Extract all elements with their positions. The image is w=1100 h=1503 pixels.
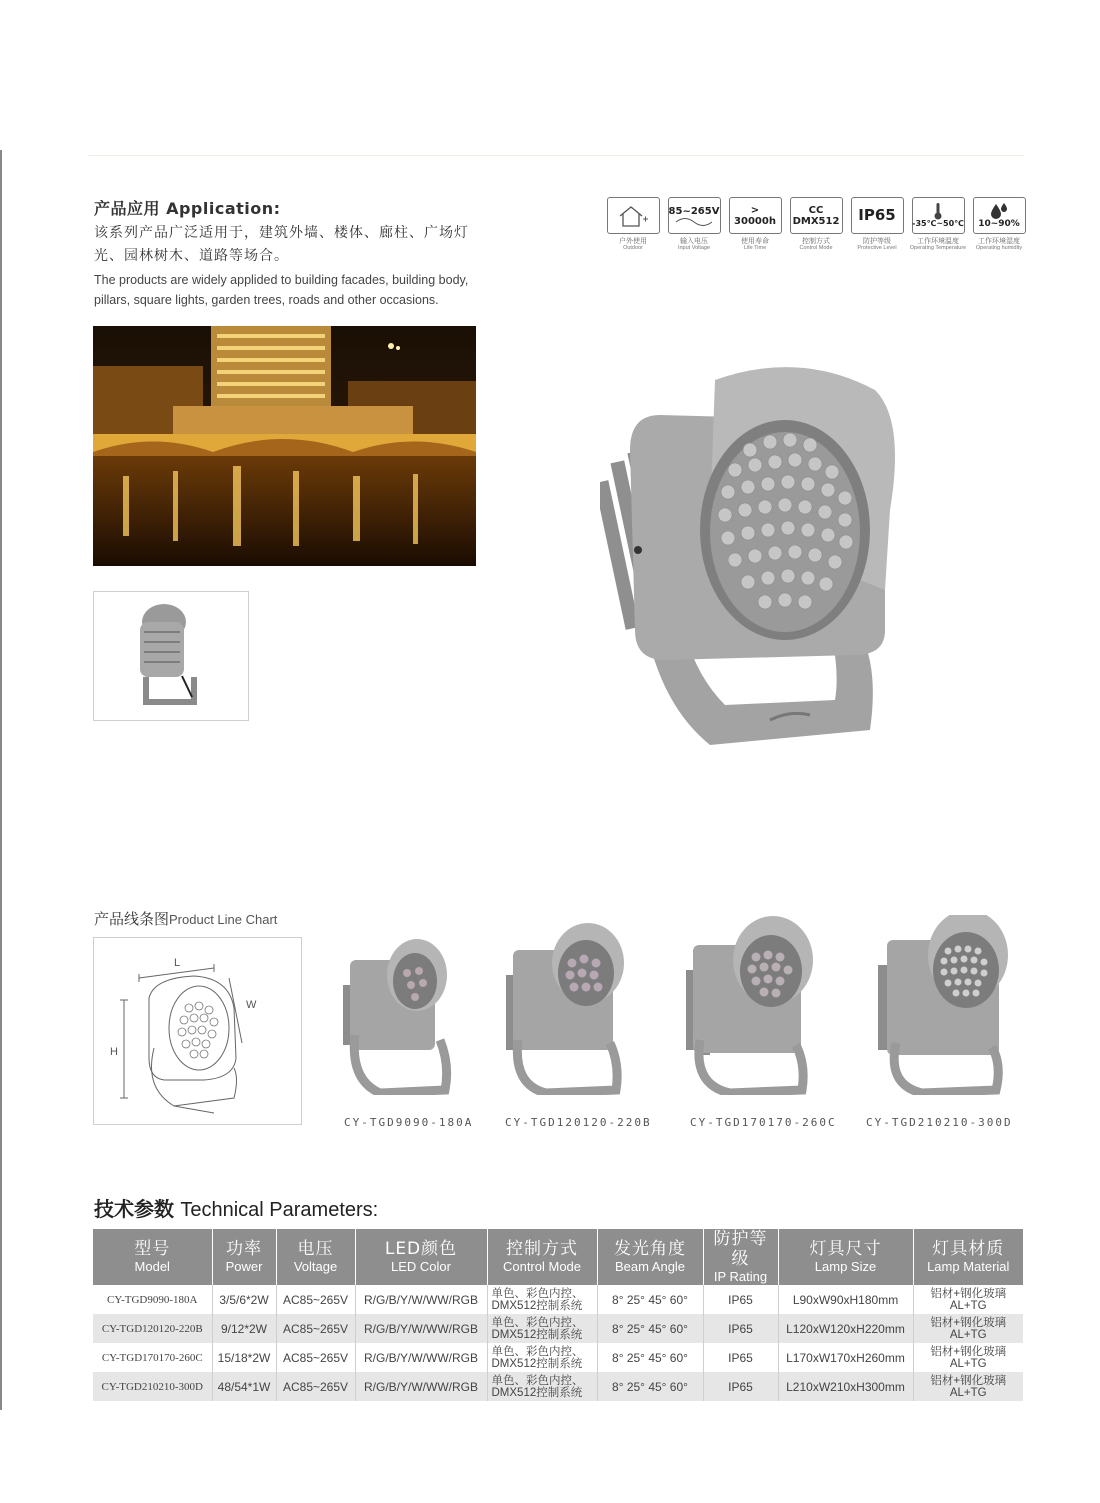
feature-label-cn: 户外使用 xyxy=(619,237,647,245)
feature-label-en: Protective Level xyxy=(857,245,897,251)
cell-ip-rating: IP65 xyxy=(703,1285,778,1314)
ip-rating-icon xyxy=(851,197,904,234)
cell-model: CY-TGD120120-220B xyxy=(93,1314,212,1343)
cell-power: 3/5/6*2W xyxy=(212,1285,276,1314)
table-row xyxy=(93,1314,1023,1343)
cell-led-color: R/G/B/Y/W/WW/RGB xyxy=(355,1314,487,1343)
cell-lamp-size: L120xW120xH220mm xyxy=(778,1314,913,1343)
header-beam-angle: 发光角度 Beam Angle xyxy=(597,1229,703,1285)
header-model: 型号 Model xyxy=(93,1229,212,1285)
variant-image-260c xyxy=(678,915,818,1095)
header-rule xyxy=(88,155,1024,156)
product-line-title-en: Product Line Chart xyxy=(169,912,278,927)
table-header-row xyxy=(93,1229,1023,1285)
variant-label: CY-TGD170170-260C xyxy=(690,1116,837,1129)
feature-icons xyxy=(606,197,1026,252)
cell-ip-rating: IP65 xyxy=(703,1343,778,1372)
hero-product-image xyxy=(600,360,910,760)
cell-lamp-material: 铝材+钢化玻璃 AL+TG xyxy=(913,1314,1023,1343)
feature-value: > 30000h xyxy=(734,204,776,227)
product-line-title-cn: 产品线条图 xyxy=(94,910,170,928)
cell-model: CY-TGD9090-180A xyxy=(93,1285,212,1314)
cell-voltage: AC85~265V xyxy=(276,1314,355,1343)
table-row xyxy=(93,1372,1023,1401)
control-icon xyxy=(790,197,843,234)
cell-control-mode: 单色、彩色内控、DMX512控制系统 xyxy=(487,1343,597,1372)
product-thumbnail xyxy=(93,591,249,721)
feature-label-en: Operating humidity xyxy=(975,245,1023,251)
cell-voltage: AC85~265V xyxy=(276,1343,355,1372)
dim-label-l: L xyxy=(174,957,181,969)
feature-label-cn: 控制方式 xyxy=(802,237,830,245)
feature-label-en: Operating Temperature xyxy=(909,245,967,251)
feature-label-en: Input Voltage xyxy=(677,245,711,251)
cell-voltage: AC85~265V xyxy=(276,1372,355,1401)
tech-params-title xyxy=(94,1193,378,1222)
cell-beam-angle: 8° 25° 45° 60° xyxy=(597,1372,703,1401)
page-edge-rule xyxy=(0,150,2,1410)
cell-lamp-size: L210xW210xH300mm xyxy=(778,1372,913,1401)
cell-lamp-material: 铝材+钢化玻璃 AL+TG xyxy=(930,1345,1007,1370)
cell-model: CY-TGD210210-300D xyxy=(93,1372,212,1401)
feature-label-en: Life Time xyxy=(743,245,767,251)
feature-label-cn: 使用寿命 xyxy=(741,237,769,245)
feature-value: CC DMX512 xyxy=(792,204,840,227)
dimension-drawing xyxy=(93,937,302,1125)
voltage-wave-icon xyxy=(674,217,714,226)
feature-label-cn: 防护等级 xyxy=(863,237,891,245)
cell-lamp-material: 铝材+钢化玻璃 AL+TG xyxy=(930,1287,1007,1312)
feature-ip xyxy=(850,197,904,252)
cell-ip-rating: IP65 xyxy=(703,1314,778,1343)
feature-label-en: Outdoor xyxy=(623,245,643,251)
thermometer-icon xyxy=(933,202,943,220)
lifetime-icon xyxy=(729,197,782,234)
cell-power: 15/18*2W xyxy=(212,1343,276,1372)
cell-beam-angle: 8° 25° 45° 60° xyxy=(597,1285,703,1314)
house-icon xyxy=(607,197,660,234)
tech-params-title-en: Technical Parameters: xyxy=(180,1199,379,1221)
table-row xyxy=(93,1343,1023,1372)
cell-beam-angle: 8° 25° 45° 60° xyxy=(597,1314,703,1343)
cell-lamp-material: 铝材+钢化玻璃 AL+TG xyxy=(913,1372,1023,1401)
feature-label-cn: 工作环境湿度 xyxy=(978,237,1020,245)
variant-image-220b xyxy=(498,915,638,1095)
variant-label: CY-TGD9090-180A xyxy=(344,1116,474,1129)
cell-power: 9/12*2W xyxy=(212,1314,276,1343)
application-photo xyxy=(93,326,476,566)
cell-control-mode: 单色、彩色内控、DMX512控制系统 xyxy=(487,1285,597,1314)
cell-voltage: AC85~265V xyxy=(276,1285,355,1314)
variant-image-180a xyxy=(335,915,475,1095)
table-row xyxy=(93,1285,1023,1314)
dim-label-h: H xyxy=(110,1046,118,1058)
feature-temperature xyxy=(911,197,965,252)
header-control-mode: 控制方式 Control Mode xyxy=(487,1229,597,1285)
feature-control xyxy=(789,197,843,252)
cell-led-color: R/G/B/Y/W/WW/RGB xyxy=(355,1343,487,1372)
application-text-en: The products are widely applided to building facades, building body, pillars, square lights, garden trees, roads and other occasions. xyxy=(94,273,469,307)
feature-humidity xyxy=(972,197,1026,252)
feature-value: -35℃~50℃ xyxy=(912,219,964,229)
header-voltage: 电压 Voltage xyxy=(276,1229,355,1285)
variant-image-300d xyxy=(872,915,1012,1095)
feature-value: 10~90% xyxy=(978,218,1020,229)
feature-voltage xyxy=(667,197,721,252)
header-power: 功率 Power xyxy=(212,1229,276,1285)
application-title: 产品应用 Application: xyxy=(94,199,281,218)
humidity-icon xyxy=(987,202,1011,220)
header-lamp-material: 灯具材质 Lamp Material xyxy=(913,1229,1023,1285)
variant-label: CY-TGD210210-300D xyxy=(866,1116,1013,1129)
feature-value: 85~265V xyxy=(668,205,720,217)
application-text-cn: 该系列产品广泛适用于，建筑外墙、楼体、廊柱、广场灯光、园林树木、道路等场合。 xyxy=(94,225,469,264)
feature-outdoor xyxy=(606,197,660,252)
dim-label-w: W xyxy=(246,999,257,1011)
header-led-color: LED颜色 LED Color xyxy=(355,1229,487,1285)
cell-power: 48/54*1W xyxy=(212,1372,276,1401)
tech-params-table xyxy=(93,1229,1023,1401)
cell-led-color: R/G/B/Y/W/WW/RGB xyxy=(355,1285,487,1314)
cell-beam-angle: 8° 25° 45° 60° xyxy=(597,1343,703,1372)
cell-model: CY-TGD170170-260C xyxy=(93,1343,212,1372)
cell-ip-rating: IP65 xyxy=(703,1372,778,1401)
tech-params-title-cn: 技术参数 xyxy=(94,1197,174,1221)
cell-control-mode: 单色、彩色内控、DMX512控制系统 xyxy=(487,1314,597,1343)
product-line-title xyxy=(94,908,277,929)
header-lamp-size: 灯具尺寸 Lamp Size xyxy=(778,1229,913,1285)
feature-lifetime xyxy=(728,197,782,252)
feature-value: IP65 xyxy=(858,206,896,225)
cell-lamp-size: L90xW90xH180mm xyxy=(778,1285,913,1314)
feature-label-en: Control Mode xyxy=(799,245,833,251)
cell-lamp-size: L170xW170xH260mm xyxy=(778,1343,913,1372)
feature-label-cn: 输入电压 xyxy=(680,237,708,245)
header-ip-rating: 防护等级 IP Rating xyxy=(703,1229,778,1285)
cell-control-mode: 单色、彩色内控、DMX512控制系统 xyxy=(487,1372,597,1401)
feature-label-cn: 工作环境温度 xyxy=(917,237,959,245)
variant-label: CY-TGD120120-220B xyxy=(505,1116,652,1129)
cell-led-color: R/G/B/Y/W/WW/RGB xyxy=(355,1372,487,1401)
